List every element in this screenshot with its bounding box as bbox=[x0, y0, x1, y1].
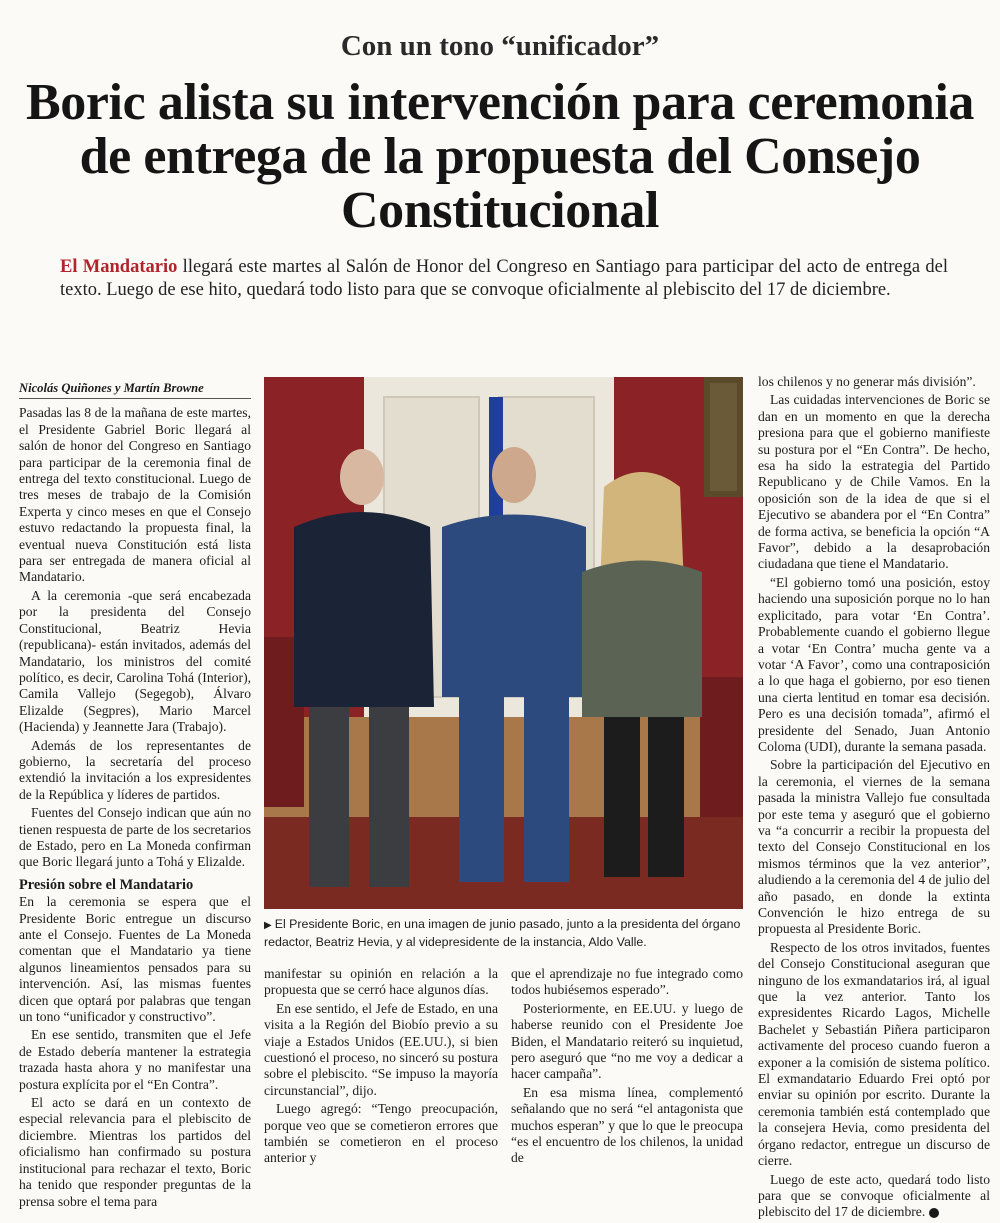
photo bbox=[264, 377, 743, 909]
col4-paragraph-5: Respecto de los otros invitados, fuentes del Consejo Constitucional aseguran que ninguno de los exmandatarios irá, al igual que la vez anterior. Tanto los expresidentes Ricardo Lagos, Michelle Bachelet y Sebastián Piñera participaron activamente del proceso cuando fueron a exponer a la comisión de sistema político. El exmandatario Eduardo Frei optó por enviar su opinión por escrito. Durante la ceremonia también está contemplado que la consejera Hevia, como presidenta del órgano redactor, entregue un discurso de cierre. bbox=[758, 939, 990, 1169]
column-3 bbox=[511, 966, 743, 1169]
col4-paragraph-4: Sobre la participación del Ejecutivo en la ceremonia, el viernes de la semana pasada la ministra Vallejo fue consultada por este tema y aseguró que el gobierno va “a concurrir a recibir la propuesta del texto del Consejo Constitucional en los mismos términos que la vez anterior”, aludiendo a la ceremonia del 4 de julio del año pasado, en donde la extinta Convención le hizo entrega de su propuesta al Presidente Boric. bbox=[758, 757, 990, 937]
col2-paragraph-2: En ese sentido, el Jefe de Estado, en una visita a la Región del Biobío previo a su viaje a Estados Unidos (EE.UU.), si bien cuestionó el proceso, no sinceró su postura sobre el plebiscito. “Se impuso la mayoría circunstancial”, dijo. bbox=[264, 1000, 498, 1098]
end-mark-icon bbox=[929, 1208, 939, 1218]
photo-illustration bbox=[264, 377, 743, 909]
headline: Boric alista su intervención para ceremonia de entrega de la propuesta del Consejo Constitucional bbox=[25, 74, 975, 239]
column-2 bbox=[264, 966, 498, 1169]
byline: Nicolás Quiñones y Martín Browne bbox=[19, 380, 251, 399]
col4-paragraph-2: Las cuidadas intervenciones de Boric se dan en un momento en que la derecha presiona para que el gobierno manifieste su postura por el “En Contra”. De hecho, esa ha sido la estrategia del Partido Republicano y de Chile Vamos. En la oposición son de la idea de que si el Ejecutivo se abandera por el “En Contra” de forma activa, se beneficia la opción “A Favor”, debido a la desaprobación ciudadana que tiene el Mandatario. bbox=[758, 392, 990, 572]
col4-paragraph-6 bbox=[758, 1172, 990, 1221]
lead-text: llegará este martes al Salón de Honor del Congreso en Santiago para participar del acto de entrega del texto. Luego de ese hito, quedará todo listo para que se convoque oficialmente al plebiscito del 17 de diciembre. bbox=[60, 257, 949, 300]
caption-text: El Presidente Boric, en una imagen de junio pasado, junto a la presidenta del órgano redactor, Beatriz Hevia, y al videpresidente de la instancia, Aldo Valle. bbox=[264, 917, 741, 949]
col1-paragraph-3: Además de los representantes de gobierno, la secretaría del proceso extendió la invitación a los expresidentes de la República y líderes de partidos. bbox=[19, 737, 251, 802]
column-1 bbox=[19, 380, 251, 1212]
col3-paragraph-3: En esa misma línea, complementó señalando que no será “el antagonista que muchos esperan” y que lo que le preocupa “es el encuentro de los chilenos, la unidad de bbox=[511, 1084, 743, 1166]
col1-paragraph-1: Pasadas las 8 de la mañana de este martes, el Presidente Gabriel Boric llegará al salón de honor del Congreso en Santiago para participar de la ceremonia final de entrega del texto constitucional. Luego de tres meses de trabajo de la Comisión Experta y cinco meses en que el Consejo estuvo redactando la propuesta final, la eventual nueva Constitución está lista para ser entregada de manera oficial al Mandatario. bbox=[19, 405, 251, 585]
col4-paragraph-6-text: Luego de este acto, quedará todo listo para que se convoque oficialmente al plebiscito del 17 de diciembre. bbox=[758, 1171, 990, 1220]
col1-paragraph-6: En ese sentido, transmiten que el Jefe de Estado debería mantener la estrategia trazada hasta ahora y no manifestar una postura explícita por el “En Contra”. bbox=[19, 1027, 251, 1092]
col3-paragraph-2: Posteriormente, en EE.UU. y luego de haberse reunido con el Presidente Joe Biden, el Mandatario reiteró su inquietud, pero aseguró que “no me voy a dedicar a hacer campaña”. bbox=[511, 1000, 743, 1082]
photo-caption bbox=[264, 916, 743, 950]
col2-paragraph-3: Luego agregó: “Tengo preocupación, porque veo que se cometieron errores que también se cometieron en el proceso anterior y bbox=[264, 1101, 498, 1166]
col4-paragraph-3: “El gobierno tomó una posición, estoy haciendo una suposición porque no lo han explicitado, para votar ‘En Contra’. Probablemente cuando el gobierno llegue a votar ‘En Contra’ mucha gente va a votar ‘A Favor’, como una contraposición a lo que haga el gobierno, por eso tienen una cierta lentitud en tomar esa decisión. Pero es una decisión tomada”, afirmó el presidente del Senado, Juan Antonio Coloma (UDI), durante la semana pasada. bbox=[758, 574, 990, 754]
col3-paragraph-1: que el aprendizaje no fue integrado como todos hubiésemos esperado”. bbox=[511, 966, 743, 998]
caption-triangle-icon: ▶ bbox=[264, 920, 272, 931]
col1-paragraph-2: A la ceremonia -que será encabezada por la presidenta del Consejo Constitucional, Beatriz Hevia (republicana)- están invitados, además del Mandatario, los ministros del comité político, es decir, Carolina Tohá (Interior), Camila Vallejo (Segegob), Álvaro Elizalde (Segpres), Mario Marcel (Hacienda) y Jeannette Jara (Trabajo). bbox=[19, 587, 251, 735]
col1-paragraph-4: Fuentes del Consejo indican que aún no tienen respuesta de parte de los secretarios de Estado, pero en La Moneda confirman que Boric llegará junto a Tohá y Elizalde. bbox=[19, 805, 251, 870]
kicker: Con un tono “unificador” bbox=[340, 30, 660, 62]
column-4 bbox=[758, 374, 990, 1223]
col2-paragraph-1: manifestar su opinión en relación a la propuesta que se cerró hace algunos días. bbox=[264, 966, 498, 998]
col1-paragraph-7: El acto se dará en un contexto de especial relevancia para el plebiscito de diciembre. Mientras los partidos del oficialismo han confirmado su postura institucional para rechazar el texto, Boric ha tenido que responder preguntas de la prensa sobre el tema para bbox=[19, 1095, 251, 1209]
lead-paragraph bbox=[60, 256, 948, 302]
lead-accent: El Mandatario bbox=[60, 257, 178, 277]
subhead: Presión sobre el Mandatario bbox=[19, 876, 194, 893]
col1-paragraph-5: En la ceremonia se espera que el Presidente Boric entregue un discurso ante el Consejo. Fuentes de La Moneda comentan que el Mandatario ya tiene algunos lineamientos pensados para su intervención. Así, las mismas fuentes dicen que optará por palabras que tengan un tono “unificador y constructivo”. bbox=[19, 894, 251, 1025]
col4-paragraph-1: los chilenos y no generar más división”. bbox=[758, 374, 976, 389]
